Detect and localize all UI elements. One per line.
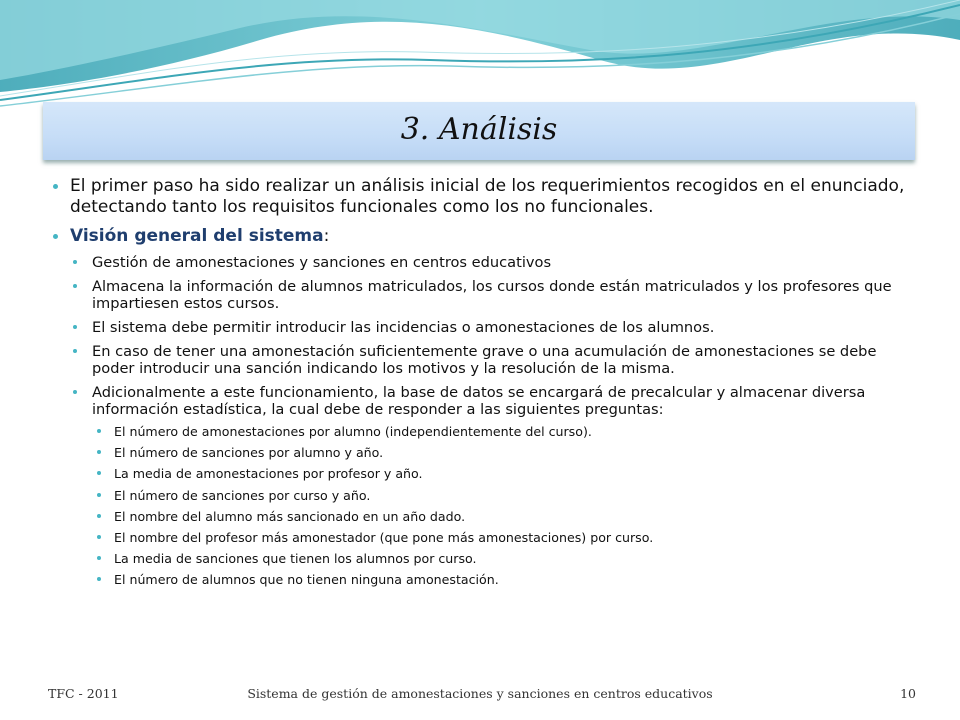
overview-item: El sistema debe permitir introducir las incidencias o amonestaciones de los alumnos. <box>70 319 908 336</box>
question-item: El número de sanciones por curso y año. <box>92 488 908 503</box>
bullet-intro-text: El primer paso ha sido realizar un análisis inicial de los requerimientos recogidos en el enunciado, detectando tanto los requisitos funcionales como los no funcionales. <box>70 176 905 217</box>
overview-item-text: Adicionalmente a este funcionamiento, la base de datos se encargará de precalcular y almacenar diversa información estadística, la cual debe de responder a las siguientes preguntas: <box>92 384 866 418</box>
bullet-overview <box>48 226 908 587</box>
question-item: El número de sanciones por alumno y año. <box>92 445 908 460</box>
main-bullet-list <box>48 176 908 587</box>
slide-title: 3. Análisis <box>400 112 558 147</box>
question-item: La media de amonestaciones por profesor y año. <box>92 466 908 481</box>
slide-content <box>48 176 908 595</box>
overview-item: En caso de tener una amonestación suficientemente grave o una acumulación de amonestaciones se debe poder introducir una sanción indicando los motivos y la resolución de la misma. <box>70 343 908 377</box>
question-item: El nombre del profesor más amonestador (que pone más amonestaciones) por curso. <box>92 530 908 545</box>
decorative-waves <box>0 0 960 110</box>
question-item: El nombre del alumno más sancionado en un año dado. <box>92 509 908 524</box>
footer-title: Sistema de gestión de amonestaciones y sanciones en centros educativos <box>247 686 713 701</box>
overview-item-statistics <box>70 384 908 587</box>
overview-list <box>70 254 908 587</box>
overview-heading: Visión general del sistema <box>70 226 324 246</box>
page-number: 10 <box>900 686 916 701</box>
question-item: La media de sanciones que tienen los alumnos por curso. <box>92 551 908 566</box>
question-item: El número de alumnos que no tienen ninguna amonestación. <box>92 572 908 587</box>
overview-item: Gestión de amonestaciones y sanciones en centros educativos <box>70 254 908 271</box>
question-item: El número de amonestaciones por alumno (independientemente del curso). <box>92 424 908 439</box>
footer-left: TFC - 2011 <box>48 686 119 701</box>
bullet-intro <box>48 176 908 218</box>
questions-list <box>92 424 908 587</box>
title-bar <box>43 102 915 160</box>
overview-item: Almacena la información de alumnos matriculados, los cursos donde están matriculados y los profesores que impartiesen estos cursos. <box>70 278 908 312</box>
overview-colon: : <box>323 226 330 246</box>
